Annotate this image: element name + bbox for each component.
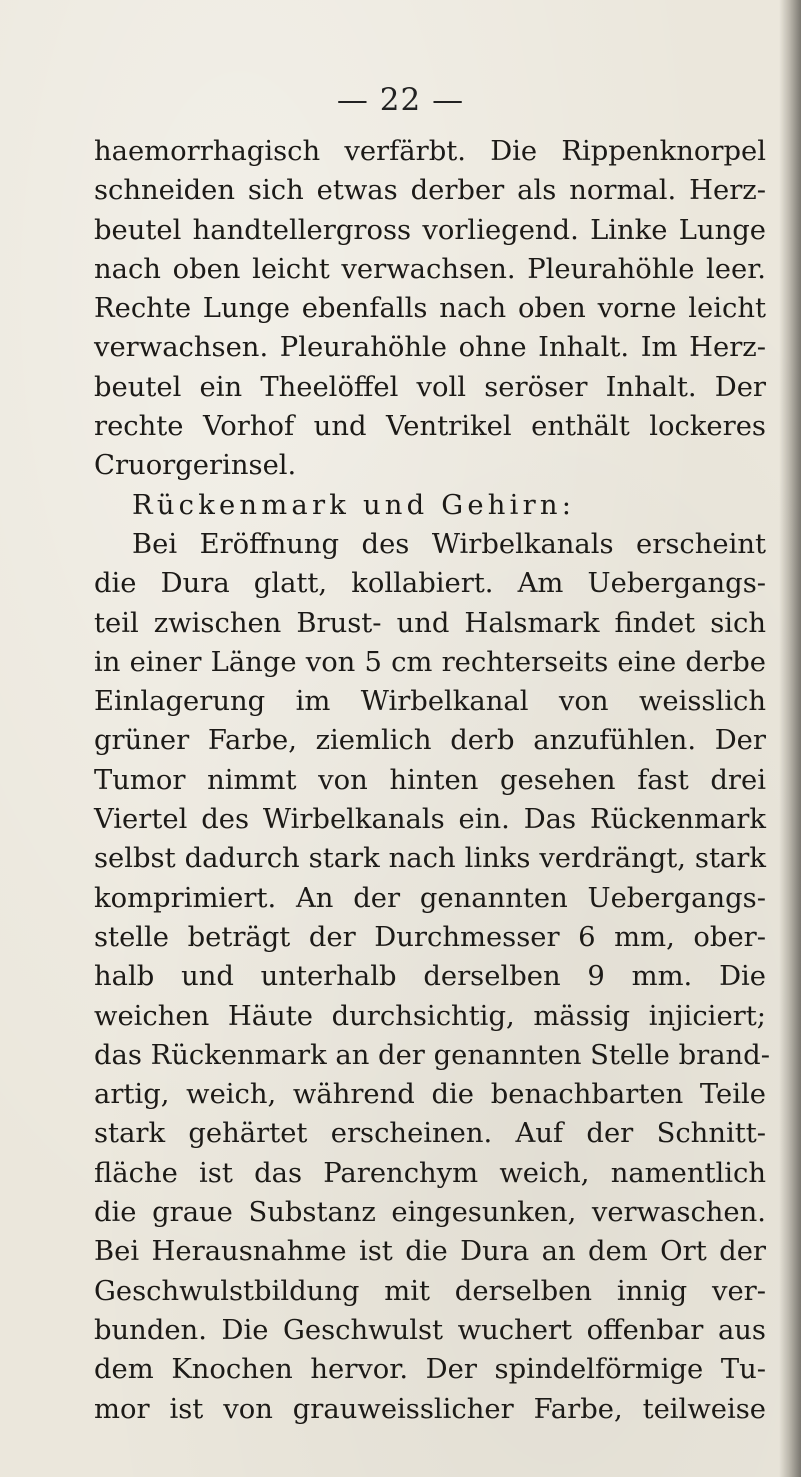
- body-text: [94, 132, 770, 1429]
- text-line: Bei Herausnahme ist die Dura an dem Ort der: [94, 1236, 766, 1268]
- text-line: dem Knochen hervor. Der spindelförmige Tu-: [94, 1354, 766, 1386]
- text-line: beutel handtellergross vorliegend. Linke Lunge: [94, 214, 766, 246]
- text-line: verwachsen. Pleurahöhle ohne Inhalt. Im Herz-: [94, 332, 766, 364]
- text-line: Viertel des Wirbelkanals ein. Das Rückenmark: [94, 804, 766, 836]
- text-line: haemorrhagisch verfärbt. Die Rippenknorpel: [94, 136, 766, 167]
- text-line: stelle beträgt der Durchmesser 6 mm, ober-: [94, 921, 766, 953]
- text-line: artig, weich, während die benachbarten Teile: [94, 1079, 766, 1111]
- text-line: Bei Eröffnung des Wirbelkanals erscheint: [132, 528, 766, 560]
- text-line: weichen Häute durchsichtig, mässig injiciert;: [94, 1000, 766, 1032]
- text-line: grüner Farbe, ziemlich derb anzufühlen. Der: [94, 725, 766, 757]
- text-line: Einlagerung im Wirbelkanal von weisslich: [94, 686, 766, 718]
- text-line: stark gehärtet erscheinen. Auf der Schnitt-: [94, 1118, 766, 1150]
- text-line: Rechte Lunge ebenfalls nach oben vorne leicht: [94, 293, 766, 325]
- section-heading: Rückenmark und Gehirn:: [132, 489, 576, 521]
- text-line: Tumor nimmt von hinten gesehen fast drei: [94, 764, 766, 796]
- text-line: die graue Substanz eingesunken, verwaschen.: [94, 1197, 766, 1229]
- text-line: rechte Vorhof und Ventrikel enthält lockeres: [94, 411, 766, 443]
- text-line: bunden. Die Geschwulst wuchert offenbar aus: [94, 1314, 766, 1346]
- text-line: in einer Länge von 5 cm rechterseits eine derbe: [94, 646, 766, 678]
- page-number: — 22 —: [336, 82, 465, 118]
- text-line: mor ist von grauweisslicher Farbe, teilweise: [94, 1393, 766, 1425]
- text-line: komprimiert. An der genannten Uebergangs-: [94, 882, 766, 914]
- text-line: das Rückenmark an der genannten Stelle brand-: [94, 1039, 770, 1071]
- text-line: halb und unterhalb derselben 9 mm. Die: [94, 961, 766, 993]
- text-line: die Dura glatt, kollabiert. Am Uebergangs-: [94, 568, 766, 600]
- text-line: schneiden sich etwas derber als normal. Herz-: [94, 175, 766, 207]
- text-line: nach oben leicht verwachsen. Pleurahöhle leer.: [94, 253, 766, 285]
- text-line: Cruorgerinsel.: [94, 450, 297, 482]
- text-line: Geschwulstbildung mit derselben innig ver-: [94, 1275, 766, 1307]
- text-line: fläche ist das Parenchym weich, namentlich: [94, 1157, 766, 1189]
- text-line: beutel ein Theelöffel voll seröser Inhalt. Der: [94, 371, 766, 403]
- text-line: teil zwischen Brust- und Halsmark findet sich: [94, 607, 766, 639]
- text-line: selbst dadurch stark nach links verdrängt, stark: [94, 843, 766, 875]
- page-edge-shadow: [779, 0, 801, 1477]
